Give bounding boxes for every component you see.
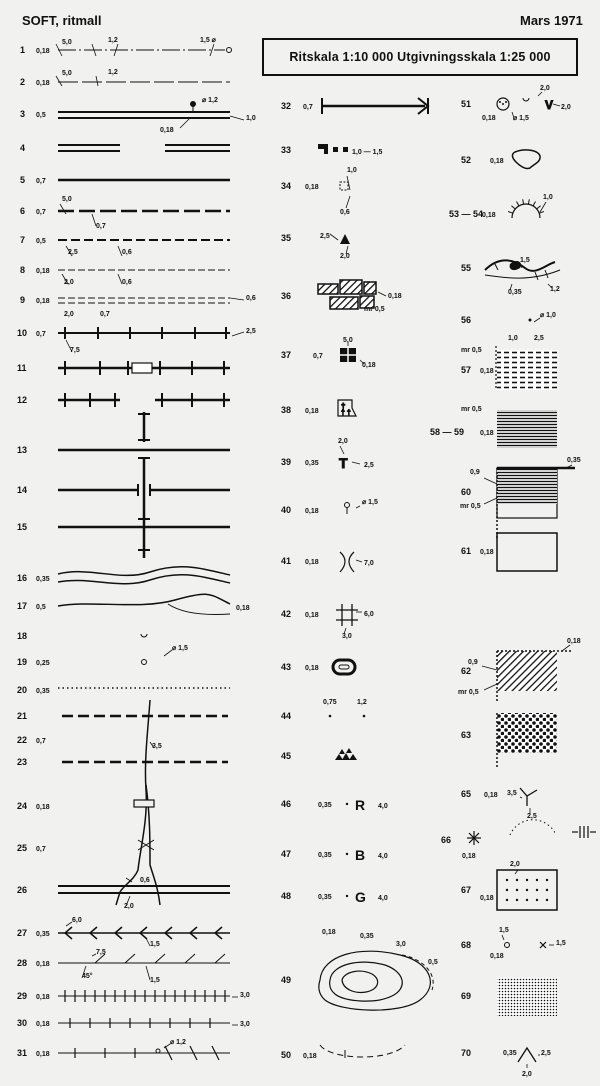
dimension-27-1: 1,5: [150, 941, 160, 948]
dimension-55-1: 0,35: [508, 289, 522, 296]
row-number-9: 9: [20, 295, 26, 305]
dimension-39-1: 2,5: [364, 462, 374, 469]
row-number-2: 2: [20, 77, 26, 87]
line-width-3: 0,5: [36, 112, 46, 119]
sheet-title: SOFT, ritmall: [22, 13, 102, 28]
right-symbols: [467, 98, 596, 1062]
row-number-35: 35: [281, 233, 292, 243]
row-number-15: 15: [17, 522, 28, 532]
dimension-39-0: 2,0: [338, 438, 348, 445]
row-number-13: 13: [17, 445, 28, 455]
dimension-8-1: 0,6: [122, 279, 132, 286]
dimension-51-2: 2,0: [561, 104, 571, 111]
dimension-62-1: 0,9: [468, 659, 478, 666]
row-number-5: 5: [20, 175, 26, 185]
line-width-16: 0,35: [36, 576, 50, 583]
dimension-30-0: 3,0: [240, 1021, 250, 1028]
dimension-34-0: 1,0: [347, 167, 357, 174]
line-width-29: 0,18: [36, 994, 50, 1001]
dimension-1-0: 5,0: [62, 39, 72, 46]
row-number-70: 70: [461, 1048, 472, 1058]
dimension-8-0: 2,0: [64, 279, 74, 286]
dimension-68-1: 1,5: [556, 940, 566, 947]
dimension-1-2: 1,5 ⌀: [200, 37, 216, 44]
row-number-4: 4: [20, 143, 26, 153]
row-number-51: 51: [461, 99, 472, 109]
line-width-1: 0,18: [36, 48, 50, 55]
row-number-22: 22: [17, 735, 28, 745]
dimension-22-0: 3,5: [152, 743, 162, 750]
row-number-28: 28: [17, 958, 28, 968]
row-number-33: 33: [281, 145, 292, 155]
left-symbols: [58, 48, 232, 1061]
row-number-30: 30: [17, 1018, 28, 1028]
dimension-35-0: 2,5: [320, 233, 330, 240]
row-number-48: 48: [281, 891, 292, 901]
dimension-34-1: 0,6: [340, 209, 350, 216]
row-number-31: 31: [17, 1048, 28, 1058]
row-number-18: 18: [17, 631, 28, 641]
row-number-53—54: 53 — 54: [449, 209, 484, 219]
dimension-49-2: 3,0: [396, 941, 406, 948]
dimension-44-1: 1,2: [357, 699, 367, 706]
dimension-7-0: 2,5: [68, 249, 78, 256]
dimension-19-0: ⌀ 1,5: [172, 645, 188, 652]
line-width-25: 0,7: [36, 846, 46, 853]
row-number-1: 1: [20, 45, 26, 55]
dimension-57-2: mr 0,5: [461, 347, 482, 354]
row-number-39: 39: [281, 457, 292, 467]
dimension-49-3: 0,5: [428, 959, 438, 966]
row-number-69: 69: [461, 991, 472, 1001]
dimension-46-0: 4,0: [378, 803, 388, 810]
line-width-20: 0,35: [36, 688, 50, 695]
dimension-68-0: 1,5: [499, 927, 509, 934]
line-width-8: 0,18: [36, 268, 50, 275]
row-number-8: 8: [20, 265, 26, 275]
dimension-53—54-0: 1,0: [543, 194, 553, 201]
row-number-61: 61: [461, 546, 472, 556]
line-width-42: 0,18: [305, 612, 319, 619]
dimension-70-1: 2,0: [522, 1071, 532, 1078]
row-number-47: 47: [281, 849, 292, 859]
line-width-9: 0,18: [36, 298, 50, 305]
scale-box: Ritskala 1:10 000 Utgivningsskala 1:25 000: [262, 38, 578, 76]
row-number-52: 52: [461, 155, 472, 165]
line-width-48: 0,35: [318, 894, 332, 901]
sheet-date: Mars 1971: [520, 13, 583, 28]
dimension-2-1: 1,2: [108, 69, 118, 76]
dimension-leaders: [56, 44, 572, 1068]
row-number-12: 12: [17, 395, 28, 405]
row-number-40: 40: [281, 505, 292, 515]
row-number-37: 37: [281, 350, 292, 360]
line-width-47: 0,35: [318, 852, 332, 859]
row-number-66: 66: [441, 835, 452, 845]
line-width-57: 0,18: [480, 368, 494, 375]
dimension-65-0: 3,5: [507, 790, 517, 797]
line-width-39: 0,35: [305, 460, 319, 467]
line-width-43: 0,18: [305, 665, 319, 672]
dimension-48-0: 4,0: [378, 895, 388, 902]
dimension-35-1: 2,0: [340, 253, 350, 260]
line-width-40: 0,18: [305, 508, 319, 515]
dimension-33-0: 1,0 — 1,5: [352, 149, 383, 156]
dimension-62-2: mr 0,5: [458, 689, 479, 696]
dimension-51-0: 2,0: [540, 85, 550, 92]
dimension-56-0: ⌀ 1,0: [540, 312, 556, 319]
row-number-44: 44: [281, 711, 292, 721]
dimension-28-0: 7,5: [96, 949, 106, 956]
line-width-34: 0,18: [305, 184, 319, 191]
dimension-60-1: 0,9: [470, 469, 480, 476]
svg-text:† †: † †: [341, 410, 351, 417]
dimension-60-2: mr 0,5: [460, 503, 481, 510]
line-width-51: 0,18: [482, 115, 496, 122]
line-width-27: 0,35: [36, 931, 50, 938]
dimension-55-2: 1,2: [550, 286, 560, 293]
row-number-23: 23: [17, 757, 28, 767]
dimension-57-1: 2,5: [534, 335, 544, 342]
row-number-19: 19: [17, 657, 28, 667]
row-number-68: 68: [461, 940, 472, 950]
row-number-60: 60: [461, 487, 472, 497]
dimension-9-2: 0,6: [246, 295, 256, 302]
dimension-70-0: 2,5: [541, 1050, 551, 1057]
svg-text:†: †: [341, 402, 346, 411]
dimension-6-0: 5,0: [62, 196, 72, 203]
dimension-42-1: 3,0: [342, 633, 352, 640]
dimension-57-0: 1,0: [508, 335, 518, 342]
line-width-61: 0,18: [480, 549, 494, 556]
line-width-24: 0,18: [36, 804, 50, 811]
row-number-7: 7: [20, 235, 26, 245]
line-width-28: 0,18: [36, 961, 50, 968]
dimension-25-1: 2,0: [124, 903, 134, 910]
dimension-17-0: 0,18: [236, 605, 250, 612]
dimension-37-0: 5,0: [343, 337, 353, 344]
dimension-9-0: 2,0: [64, 311, 74, 318]
dimension-67-0: 2,0: [510, 861, 520, 868]
row-number-20: 20: [17, 685, 28, 695]
dimension-65-1: 2,5: [527, 813, 537, 820]
row-number-27: 27: [17, 928, 28, 938]
dimension-40-0: ⌀ 1,5: [362, 499, 378, 506]
line-width-53—54: 0,18: [482, 212, 496, 219]
row-number-63: 63: [461, 730, 472, 740]
row-number-65: 65: [461, 789, 472, 799]
line-width-2: 0,18: [36, 80, 50, 87]
line-width-65: 0,18: [484, 792, 498, 799]
dimension-25-0: 0,6: [140, 877, 150, 884]
row-number-36: 36: [281, 291, 292, 301]
line-width-67: 0,18: [480, 895, 494, 902]
row-number-16: 16: [17, 573, 28, 583]
dimension-36-0: 0,18: [388, 293, 402, 300]
dimension-3-0: ⌀ 1,2: [202, 97, 218, 104]
dimension-31-0: ⌀ 1,2: [170, 1039, 186, 1046]
row-number-62: 62: [461, 666, 472, 676]
line-width-58—59: 0,18: [480, 430, 494, 437]
dimension-58—59-0: mr 0,5: [461, 406, 482, 413]
dimension-55-0: 1,5: [520, 257, 530, 264]
line-width-37: 0,7: [313, 353, 323, 360]
dimension-28-1: 45°: [82, 973, 93, 980]
line-width-17: 0,5: [36, 604, 46, 611]
dimension-49-0: 0,18: [322, 929, 336, 936]
line-width-38: 0,18: [305, 408, 319, 415]
dimension-42-0: 6,0: [364, 611, 374, 618]
row-number-14: 14: [17, 485, 28, 495]
dimension-7-1: 0,6: [122, 249, 132, 256]
dimension-47-0: 4,0: [378, 853, 388, 860]
dimension-9-1: 0,7: [100, 311, 110, 318]
row-number-43: 43: [281, 662, 292, 672]
line-width-70: 0,35: [503, 1050, 517, 1057]
dimension-41-0: 7,0: [364, 560, 374, 567]
dimension-51-1: ⌀ 1,5: [513, 115, 529, 122]
dimension-6-1: 0,7: [96, 223, 106, 230]
row-number-25: 25: [17, 843, 28, 853]
row-number-10: 10: [17, 328, 28, 338]
row-number-42: 42: [281, 609, 292, 619]
row-number-38: 38: [281, 405, 292, 415]
row-number-6: 6: [20, 206, 26, 216]
row-number-67: 67: [461, 885, 472, 895]
svg-text:T: T: [339, 455, 348, 471]
dimension-36-1: mr 0,5: [364, 306, 385, 313]
row-number-26: 26: [17, 885, 28, 895]
dimension-1-1: 1,2: [108, 37, 118, 44]
dimension-10-1: 2,5: [246, 328, 256, 335]
line-width-5: 0,7: [36, 178, 46, 185]
line-width-41: 0,18: [305, 559, 319, 566]
row-number-58—59: 58 — 59: [430, 427, 465, 437]
row-number-17: 17: [17, 601, 28, 611]
dimension-49-1: 0,35: [360, 933, 374, 940]
line-width-66: 0,18: [462, 853, 476, 860]
dimension-28-2: 1,5: [150, 977, 160, 984]
line-width-7: 0,5: [36, 238, 46, 245]
dimension-2-0: 5,0: [62, 70, 72, 77]
row-number-11: 11: [17, 363, 27, 373]
line-width-68: 0,18: [490, 953, 504, 960]
line-width-31: 0,18: [36, 1051, 50, 1058]
dimension-3-1: 1,0: [246, 115, 256, 122]
row-number-21: 21: [17, 711, 28, 721]
dimension-37-1: 0,18: [362, 362, 376, 369]
row-number-24: 24: [17, 801, 28, 811]
row-number-50: 50: [281, 1050, 292, 1060]
svg-text:V: V: [545, 98, 554, 112]
line-width-6: 0,7: [36, 209, 46, 216]
line-width-32: 0,7: [303, 104, 313, 111]
dimension-62-0: 0,18: [567, 638, 581, 645]
row-number-41: 41: [281, 556, 292, 566]
line-width-52: 0,18: [490, 158, 504, 165]
row-number-29: 29: [17, 991, 28, 1001]
line-width-50: 0,18: [303, 1053, 317, 1060]
line-width-22: 0,7: [36, 738, 46, 745]
row-number-32: 32: [281, 101, 292, 111]
letter-symbol-47: B: [355, 847, 366, 863]
row-number-34: 34: [281, 181, 292, 191]
letter-symbol-46: R: [355, 797, 366, 813]
dimension-44-0: 0,75: [323, 699, 337, 706]
line-width-30: 0,18: [36, 1021, 50, 1028]
line-width-46: 0,35: [318, 802, 332, 809]
line-width-19: 0,25: [36, 660, 50, 667]
row-number-57: 57: [461, 365, 472, 375]
dimension-60-0: 0,35: [567, 457, 581, 464]
dimension-29-0: 3,0: [240, 992, 250, 999]
row-number-46: 46: [281, 799, 292, 809]
dimension-10-0: 7,5: [70, 347, 80, 354]
row-number-45: 45: [281, 751, 292, 761]
row-number-56: 56: [461, 315, 472, 325]
row-number-3: 3: [20, 109, 26, 119]
middle-symbols: [318, 98, 433, 1058]
row-number-49: 49: [281, 975, 292, 985]
dimension-3-2: 0,18: [160, 127, 174, 134]
line-width-10: 0,7: [36, 331, 46, 338]
letter-symbol-48: G: [355, 889, 366, 905]
row-number-55: 55: [461, 263, 472, 273]
dimension-27-0: 6,0: [72, 917, 82, 924]
